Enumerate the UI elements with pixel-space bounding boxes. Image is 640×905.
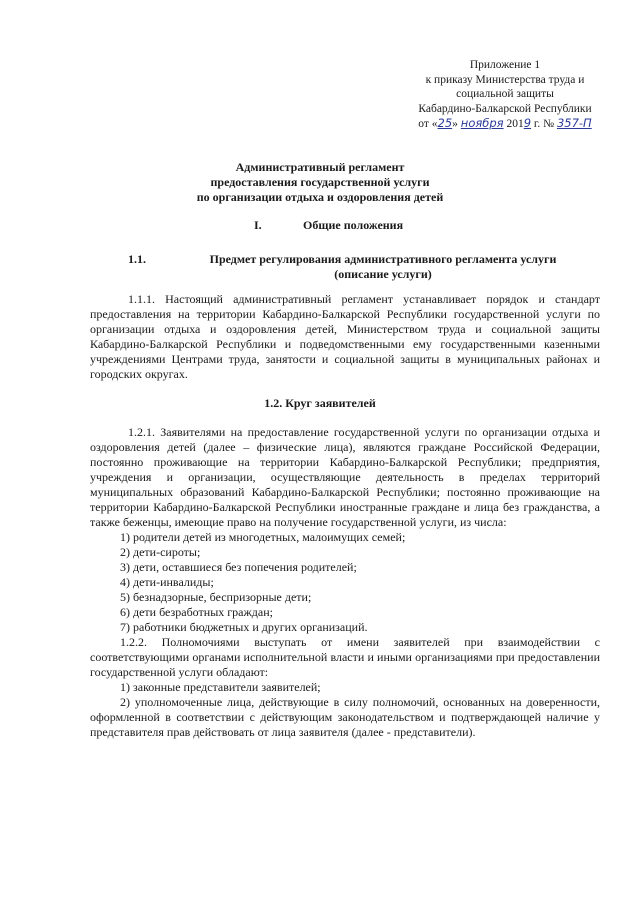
paragraph-1-2-2: 1.2.2. Полномочиями выступать от имени заявителей при взаимодействии с соответствующими органами исполнительной власти и иными организациями при предоставлении государственной услуги обладают: <box>90 635 600 679</box>
date-year-post: г. № <box>531 118 557 130</box>
list-item: 4) дети-инвалиды; <box>120 575 214 589</box>
date-year-handwritten: 9 <box>523 116 532 130</box>
list-item: 6) дети безработных граждан; <box>120 605 273 619</box>
date-prefix: от « <box>418 118 438 130</box>
title-line-3: по организации отдыха и оздоровления детей <box>196 190 444 204</box>
list-item: 7) работники бюджетных и других организаций. <box>120 620 368 634</box>
appendix-date-line <box>410 116 600 132</box>
document-title <box>0 160 640 205</box>
section-1-2-body <box>90 425 600 740</box>
section-1-number: I. <box>254 218 262 232</box>
paragraph-1-2-1: 1.2.1. Заявителями на предоставление государственной услуги по организации отдыха и оздоровления детей (далее – физические лица), являются граждане Российской Федерации, постоянно проживающие на территории Кабардино-Балкарской Республики; предприятия, учреждения и организации, осуществляющие деятельность в пределах территорий муниципальных образований Кабардино-Балкарской Республики; постоянно проживающие на территории Кабардино-Балкарской Республики иностранные граждане и лица без гражданства, а также беженцы, имеющие право на получение государственной услуги, из числа: <box>90 425 600 529</box>
list-item: 2) дети-сироты; <box>120 545 201 559</box>
date-mid: » <box>452 118 461 130</box>
list-item: 1) родители детей из многодетных, малоимущих семей; <box>120 530 406 544</box>
section-1-title: Общие положения <box>303 218 404 232</box>
list-item: 3) дети, оставшиеся без попечения родителей; <box>120 560 357 574</box>
appendix-header <box>410 58 600 132</box>
paragraph-1-1-1: 1.1.1. Настоящий административный регламент устанавливает порядок и стандарт предоставления на территории Кабардино-Балкарской Республики государственной услуги по организации отдыха и оздоровления детей, Министерством труда и социальной защиты Кабардино-Балкарской Республики и подведомственными ему государственными казенными учреждениями Центрами труда, занятости и социальной защиты в муниципальных районах и городских округах. <box>90 292 600 381</box>
date-month-handwritten: ноября <box>460 116 504 130</box>
date-year-pre: 201 <box>503 118 524 130</box>
appendix-line-1: Приложение 1 <box>469 59 541 71</box>
section-1-1-title <box>178 252 588 282</box>
date-day-handwritten: 25 <box>437 116 453 130</box>
appendix-line-4: Кабардино-Балкарской Республики <box>418 102 592 115</box>
section-1-1-number: 1.1. <box>128 252 146 266</box>
section-1-1-title-line-1: Предмет регулирования административного регламента услуги <box>209 252 557 266</box>
section-1-1-title-line-2: (описание услуги) <box>334 267 432 281</box>
title-line-2: предоставления государственной услуги <box>210 175 430 189</box>
order-number-handwritten: 357-П <box>556 116 592 130</box>
section-1-2-heading: 1.2. Круг заявителей <box>264 396 376 410</box>
list-item: 5) безнадзорные, беспризорные дети; <box>120 590 312 604</box>
appendix-line-2: к приказу Министерства труда и <box>425 73 585 86</box>
title-line-1: Административный регламент <box>235 160 405 174</box>
list-item: 1) законные представители заявителей; <box>120 680 321 694</box>
appendix-line-3: социальной защиты <box>456 88 554 100</box>
paragraph-1-1-1-block <box>90 292 600 382</box>
list-item: 2) уполномоченные лица, действующие в силу полномочий, основанных на доверенности, оформленной в соответствии с действующим законодательством и подтверждающей наличие у представителя прав действовать от лица заявителя (далее - представители). <box>90 695 600 739</box>
